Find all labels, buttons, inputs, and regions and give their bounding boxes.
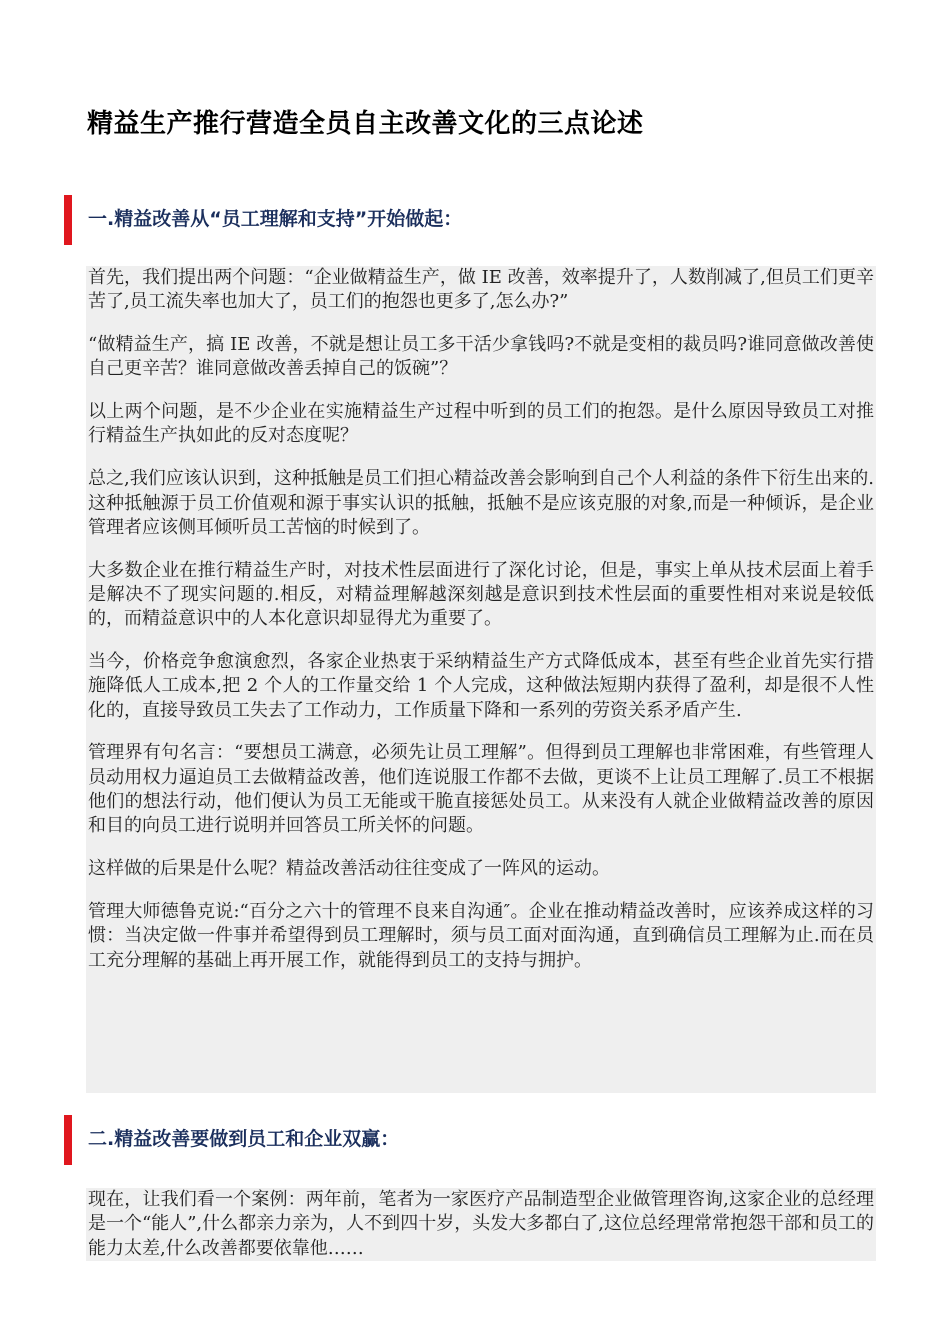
paragraph: 大多数企业在推行精益生产时，对技术性层面进行了深化讨论，但是，事实上单从技术层面上着手是解决不了现实问题的.相反，对精益理解越深刻越是意识到技术性层面的重要性相对来说是较低的，而精益意识中的人本化意识却显得尤为重要了。 — [88, 559, 874, 630]
paragraph: 总之,我们应该认识到，这种抵触是员工们担心精益改善会影响到自己个人利益的条件下衍生出来的.这种抵触源于员工价值观和源于事实认识的抵触，抵触不是应该克服的对象,而是一种倾诉，是企业管理者应该侧耳倾听员工苦恼的时候到了。 — [88, 468, 874, 538]
section-1-heading — [64, 195, 864, 245]
paragraph: 管理界有句名言：“要想员工满意，必须先让员工理解”。但得到员工理解也非常困难，有些管理人员动用权力逼迫员工去做精益改善，他们连说服工作都不去做，更谈不上让员工理解了.员工不根据他们的想法行动，他们便认为员工无能或干脆直接惩处员工。从来没有人就企业做精益改善的原因和目的向员工进行说明并回答员工所关怀的问题。 — [88, 742, 874, 837]
document-title: 精益生产推行营造全员自主改善文化的三点论述 — [87, 109, 644, 139]
paragraph: 管理大师德鲁克说:“百分之六十的管理不良来自沟通″。企业在推动精益改善时，应该养成这样的习惯：当决定做一件事并希望得到员工理解时，须与员工面对面沟通，直到确信员工理解为止.而在员工充分理解的基础上再开展工作，就能得到员工的支持与拥护。 — [88, 900, 874, 971]
section-2-body — [86, 1188, 876, 1261]
section-1-title: 一.精益改善从“员工理解和支持”开始做起： — [88, 208, 463, 230]
paragraph: 这样做的后果是什么呢？精益改善活动往往变成了一阵风的运动。 — [88, 858, 610, 880]
section-2-heading — [64, 1115, 864, 1165]
section-accent-bar — [64, 1115, 72, 1165]
section-2-title: 二.精益改善要做到员工和企业双赢： — [88, 1128, 400, 1150]
section-accent-bar — [64, 195, 72, 245]
section-1-body — [86, 266, 876, 1093]
paragraph: 以上两个问题，是不少企业在实施精益生产过程中听到的员工们的抱怨。是什么原因导致员工对推行精益生产执如此的反对态度呢？ — [88, 401, 874, 447]
paragraph: 当今，价格竞争愈演愈烈，各家企业热衷于采纳精益生产方式降低成本，甚至有些企业首先实行措施降低人工成本,把 2 个人的工作量交给 1 个人完成，这种做法短期内获得了盈利，却是很不人性化的，直接导致员工失去了工作动力，工作质量下降和一系列的劳资关系矛盾产生. — [88, 651, 874, 721]
paragraph: 首先，我们提出两个问题：“企业做精益生产，做 IE 改善，效率提升了，人数削减了,但员工们更辛苦了,员工流失率也加大了，员工们的抱怨也更多了,怎么办?” — [88, 267, 874, 313]
paragraph: 现在，让我们看一个案例：两年前，笔者为一家医疗产品制造型企业做管理咨询,这家企业的总经理是一个“能人”,什么都亲力亲为，人不到四十岁，头发大多都白了,这位总经理常常抱怨干部和员工的能力太差,什么改善都要依靠他…… — [88, 1189, 874, 1259]
paragraph: “做精益生产，搞 IE 改善，不就是想让员工多干活少拿钱吗?不就是变相的裁员吗?谁同意做改善使自己更辛苦？谁同意做改善丢掉自己的饭碗”？ — [88, 334, 874, 380]
